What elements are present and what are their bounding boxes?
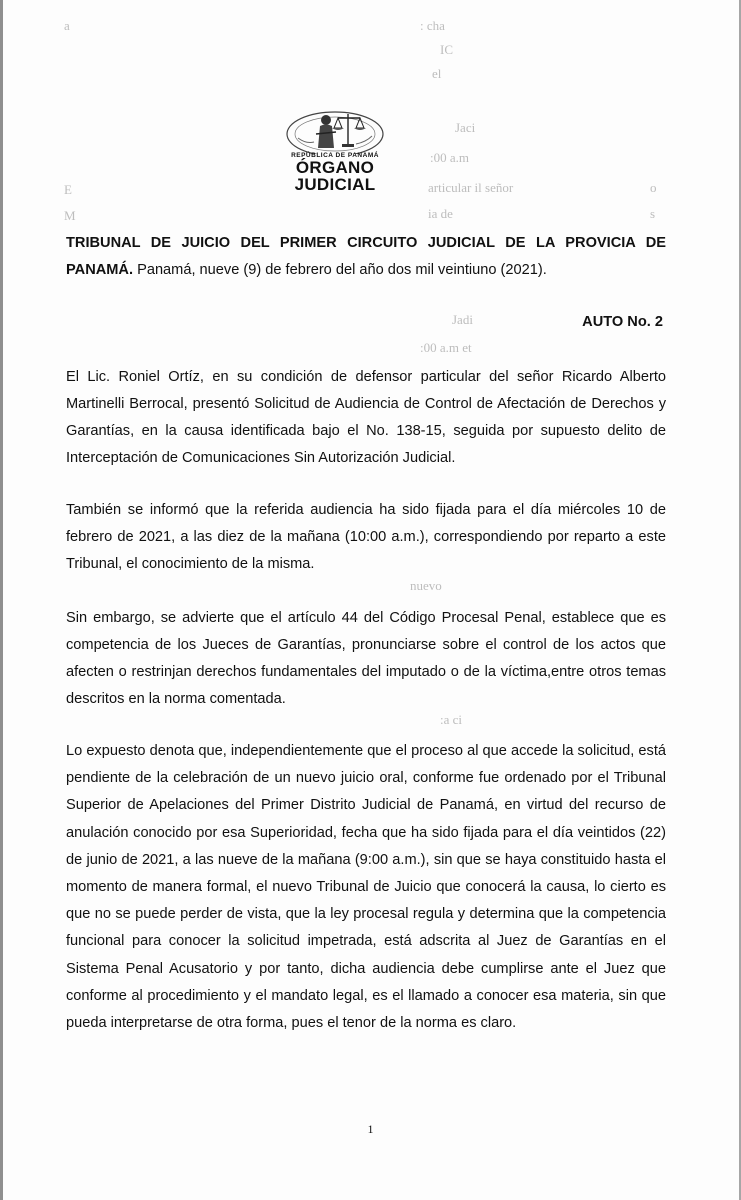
paragraph: También se informó que la referida audiencia ha sido fijada para el día miércoles 10 de febrero de 2021, a las diez de la mañana (10:00 a.m.), correspondiendo por reparto a este Tribunal, el conocimiento de la misma. (66, 502, 666, 572)
bleed-through-text: : cha (420, 18, 445, 33)
bleed-through-text: M (64, 208, 76, 223)
auto-number: AUTO No. 2 (582, 314, 663, 330)
bleed-through-text: IC (440, 42, 453, 57)
justice-emblem-icon (276, 104, 394, 154)
document-heading (66, 230, 666, 284)
organo-label: ÓRGANO (295, 158, 375, 177)
bleed-through-text: el (432, 66, 442, 81)
paragraph: El Lic. Roniel Ortíz, en su condición de defensor particular del señor Ricardo Alberto Martinelli Berrocal, presentó Solicitud de Audiencia de Control de Afectación de Derechos y Garantías, en la causa identificada bajo el No. 138-15, seguida por supuesto delito de Interceptación de Comunicaciones Sin Autorización Judicial. (66, 369, 666, 466)
bleed-through-text: E (64, 182, 72, 197)
bleed-through-text: Jaci (455, 120, 476, 135)
paragraph: Sin embargo, se advierte que el artículo 44 del Código Procesal Penal, establece que es competencia de los Jueces de Garantías, pronunciarse sobre el control de los actos que afecten o restrinjan derechos fundamentales del imputado o de la víctima,entre otros temas descritos en la norma comentada. (66, 610, 666, 707)
bleed-through-text: a (64, 18, 70, 33)
page-edge-left (0, 0, 3, 1200)
place-name: PANAMÁ. (66, 262, 134, 278)
bleed-through-text: Jadi (452, 312, 473, 327)
bleed-through-text: :00 a.m (430, 150, 469, 165)
paragraph: Lo expuesto denota que, independientemente que el proceso al que accede la solicitud, está pendiente de la celebración de un nuevo juicio oral, conforme fue ordenado por el Tribunal Superior de Apelaciones del Primer Distrito Judicial de Panamá, en virtud del recurso de anulación conocido por esa Superioridad, fecha que ha sido fijada para el día veintidos (22) de junio de 2021, a las nueve de la mañana (9:00 a.m.), sin que se haya constituido hasta el momento de manera formal, el nuevo Tribunal de Juicio que conocerá la causa, lo cierto es que no se puede perder de vista, que la ley procesal regula y determina que la competencia funcional para conocer la solicitud impetrada, está adscrita al Juez de Garantías en el Sistema Penal Acusatorio y por tanto, dicha audiencia debe cumplirse ante el Juez que conforme al procedimiento y el mandato legal, es el llamado a conocer esa materia, sin que pueda interpretarse de otra forma, pues el tenor de la norma es claro. (66, 743, 666, 1032)
organo-judicial-logo (276, 104, 394, 200)
document-date: Panamá, nueve (9) de febrero del año dos mil veintiuno (2021). (137, 262, 547, 278)
bleed-through-text: articular il señor (428, 180, 514, 195)
judicial-label: JUDICIAL (294, 175, 376, 194)
bleed-through-text: :a ci (440, 712, 463, 727)
bleed-through-text: nuevo (410, 578, 442, 593)
bleed-through-text: o (650, 180, 657, 195)
bleed-through-text: s (650, 206, 656, 221)
bleed-through-text: :00 a.m et (420, 340, 472, 355)
republic-label: REPÚBLICA DE PANAMÁ (291, 152, 379, 159)
bleed-through-text: ia de (428, 206, 453, 221)
court-name: TRIBUNAL DE JUICIO DEL PRIMER CIRCUITO JUDICIAL DE LA PROVICIA DE (66, 235, 666, 251)
page-number: 1 (367, 1122, 374, 1136)
